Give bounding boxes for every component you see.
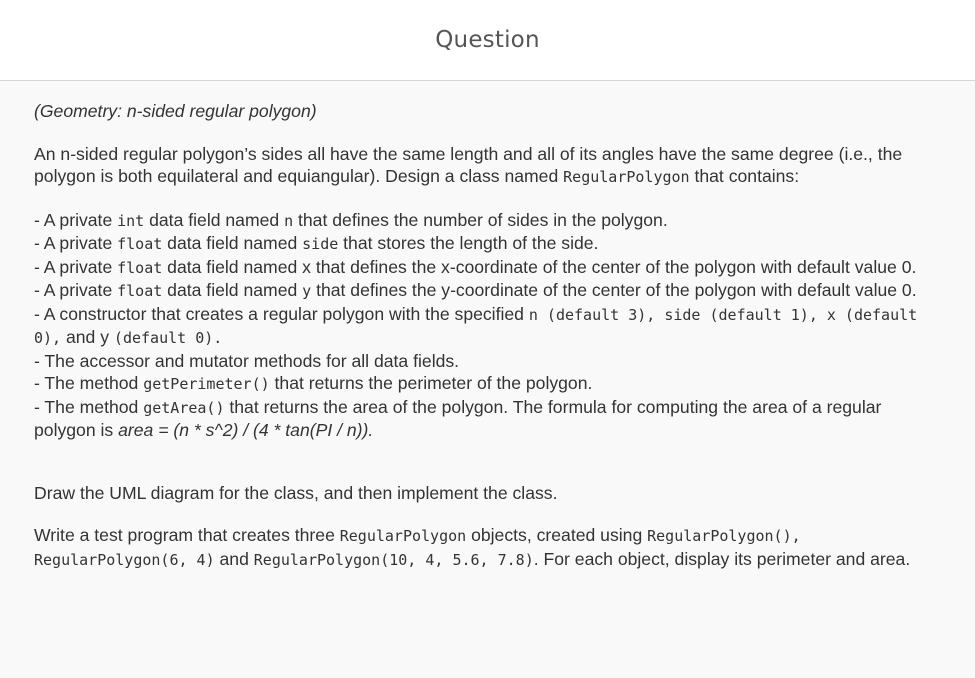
test-code: RegularPolygon(6, 4)	[34, 550, 215, 569]
item-text: that returns the area of the polygon. The formula for computing the area of a regular polygon is	[34, 396, 882, 440]
list-item-side-field	[34, 232, 941, 256]
item-text: - A private	[34, 256, 118, 277]
item-code: int	[117, 211, 145, 230]
test-code: RegularPolygon(),	[647, 527, 801, 545]
item-code: float	[117, 282, 163, 300]
item-text: data field named	[144, 209, 285, 230]
question-intro	[34, 143, 941, 189]
class-name-code: RegularPolygon	[563, 168, 690, 186]
item-text: data field named	[162, 280, 303, 300]
list-item-get-area	[34, 396, 941, 442]
item-code: getPerimeter()	[143, 375, 270, 393]
list-item-constructor	[34, 303, 941, 350]
test-text: . For each object, display its perimeter and area.	[533, 548, 911, 569]
item-text: - The accessor and mutator methods for all data fields.	[34, 350, 460, 371]
list-item-accessors	[34, 350, 941, 373]
item-text: - The method	[34, 396, 144, 417]
requirements-list	[34, 209, 941, 442]
item-code: side	[302, 235, 339, 253]
item-text: data field named x that defines the x-coordinate of the center of the polygon with default value 0.	[162, 256, 917, 277]
item-text: that returns the perimeter of the polygon.	[269, 373, 593, 393]
list-item-x-field	[34, 256, 941, 280]
item-text: - The method	[34, 373, 144, 393]
intro-text-2: that contains:	[689, 166, 800, 186]
test-text: Write a test program that creates three	[34, 525, 340, 545]
item-text: - A constructor that creates a regular polygon with the specified	[34, 303, 529, 324]
list-item-y-field	[34, 279, 941, 303]
item-code: y	[302, 282, 312, 300]
item-code: n (default 3), side (default 1), x (default 0),	[34, 305, 918, 347]
item-code: float	[117, 258, 163, 277]
test-instruction	[34, 524, 941, 571]
uml-instruction: Draw the UML diagram for the class, and then implement the class.	[34, 482, 558, 503]
question-header	[0, 0, 975, 81]
question-subtitle: (Geometry: n-sided regular polygon)	[34, 101, 317, 121]
test-text: and	[214, 548, 254, 569]
item-text: - A private	[34, 209, 118, 230]
item-text: that defines the number of sides in the polygon.	[293, 209, 668, 230]
test-text: objects, created using	[466, 525, 648, 545]
item-code: getArea()	[143, 398, 225, 417]
intro-text-1: An n-sided regular polygon’s sides all have the same length and all of its angles have the same degree (i.e., the polygon is both equilateral and equiangular). Design a class named	[34, 143, 903, 186]
question-body	[0, 81, 975, 678]
item-text: and y	[61, 327, 114, 347]
item-code: n	[284, 211, 294, 230]
item-text: - A private	[34, 280, 118, 300]
test-code: RegularPolygon	[339, 527, 467, 545]
item-text: that stores the length of the side.	[338, 233, 599, 253]
list-item-get-perimeter	[34, 372, 941, 396]
item-text: data field named	[162, 233, 303, 253]
item-text: that defines the y-coordinate of the center of the polygon with default value 0.	[311, 280, 917, 300]
page-title: Question	[435, 27, 540, 53]
list-item-n-field	[34, 209, 941, 233]
item-code: (default 0).	[113, 329, 223, 347]
test-code: RegularPolygon(10, 4, 5.6, 7.8)	[253, 550, 534, 569]
area-formula: area = (n * s^2) / (4 * tan(PI / n)).	[118, 420, 374, 440]
item-text: - A private	[34, 233, 118, 253]
item-code: float	[117, 235, 163, 253]
